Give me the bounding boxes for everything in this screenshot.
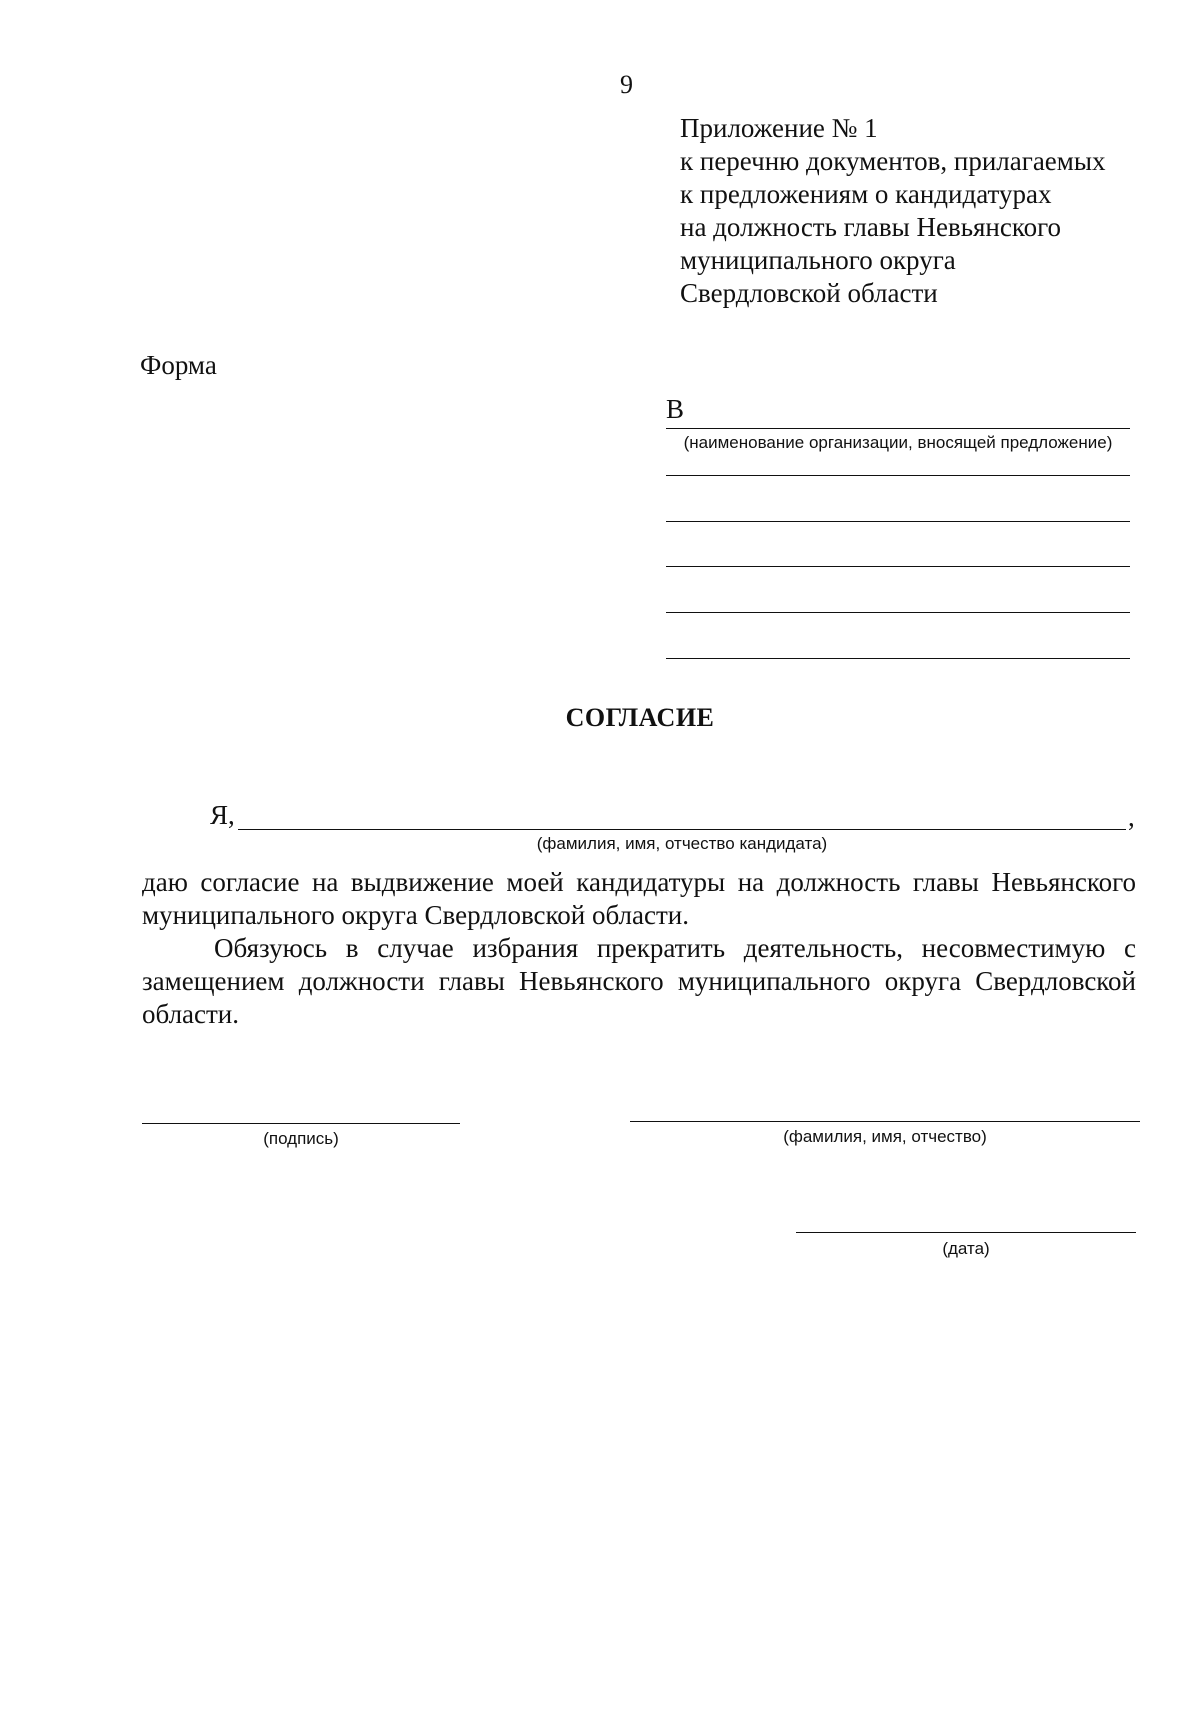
addressee-line bbox=[666, 521, 1130, 522]
appendix-line: к предложениям о кандидатурах bbox=[680, 179, 1052, 209]
candidate-suffix: , bbox=[1128, 802, 1135, 832]
addressee-line bbox=[666, 475, 1130, 476]
candidate-caption: (фамилия, имя, отчество кандидата) bbox=[536, 834, 828, 853]
appendix-line: Свердловской области bbox=[680, 278, 938, 308]
obligation-paragraph: Обязуюсь в случае избрания прекратить деятельность, несовместимую с замещением должности главы Невьянского муниципального округа Свердловской области. bbox=[142, 933, 1136, 1029]
addressee-line bbox=[666, 658, 1130, 659]
addressee-prefix: В bbox=[666, 394, 685, 424]
appendix-header bbox=[680, 112, 1106, 310]
addressee-line bbox=[666, 612, 1130, 613]
candidate-prefix: Я, bbox=[210, 800, 235, 830]
consent-text bbox=[142, 866, 1136, 1031]
signature-line bbox=[142, 1123, 460, 1124]
document-title: СОГЛАСИЕ bbox=[565, 703, 715, 732]
addressee-caption: (наименование организации, вносящей предложение) bbox=[683, 433, 1113, 452]
full-name-line bbox=[630, 1121, 1140, 1122]
date-line bbox=[796, 1232, 1136, 1233]
form-label: Форма bbox=[140, 350, 217, 380]
appendix-line: к перечню документов, прилагаемых bbox=[680, 146, 1106, 176]
addressee-line bbox=[666, 428, 1130, 429]
signature-caption: (подпись) bbox=[263, 1129, 339, 1148]
appendix-line: муниципального округа bbox=[680, 245, 956, 275]
appendix-line: Приложение № 1 bbox=[680, 113, 878, 143]
addressee-line bbox=[666, 566, 1130, 567]
page-number: 9 bbox=[620, 70, 633, 99]
candidate-name-line bbox=[238, 829, 1126, 830]
date-caption: (дата) bbox=[942, 1239, 990, 1258]
consent-paragraph: даю согласие на выдвижение моей кандидатуры на должность главы Невьянского муниципального округа Свердловской области. bbox=[142, 867, 1136, 930]
appendix-line: на должность главы Невьянского bbox=[680, 212, 1062, 242]
full-name-caption: (фамилия, имя, отчество) bbox=[783, 1127, 987, 1146]
